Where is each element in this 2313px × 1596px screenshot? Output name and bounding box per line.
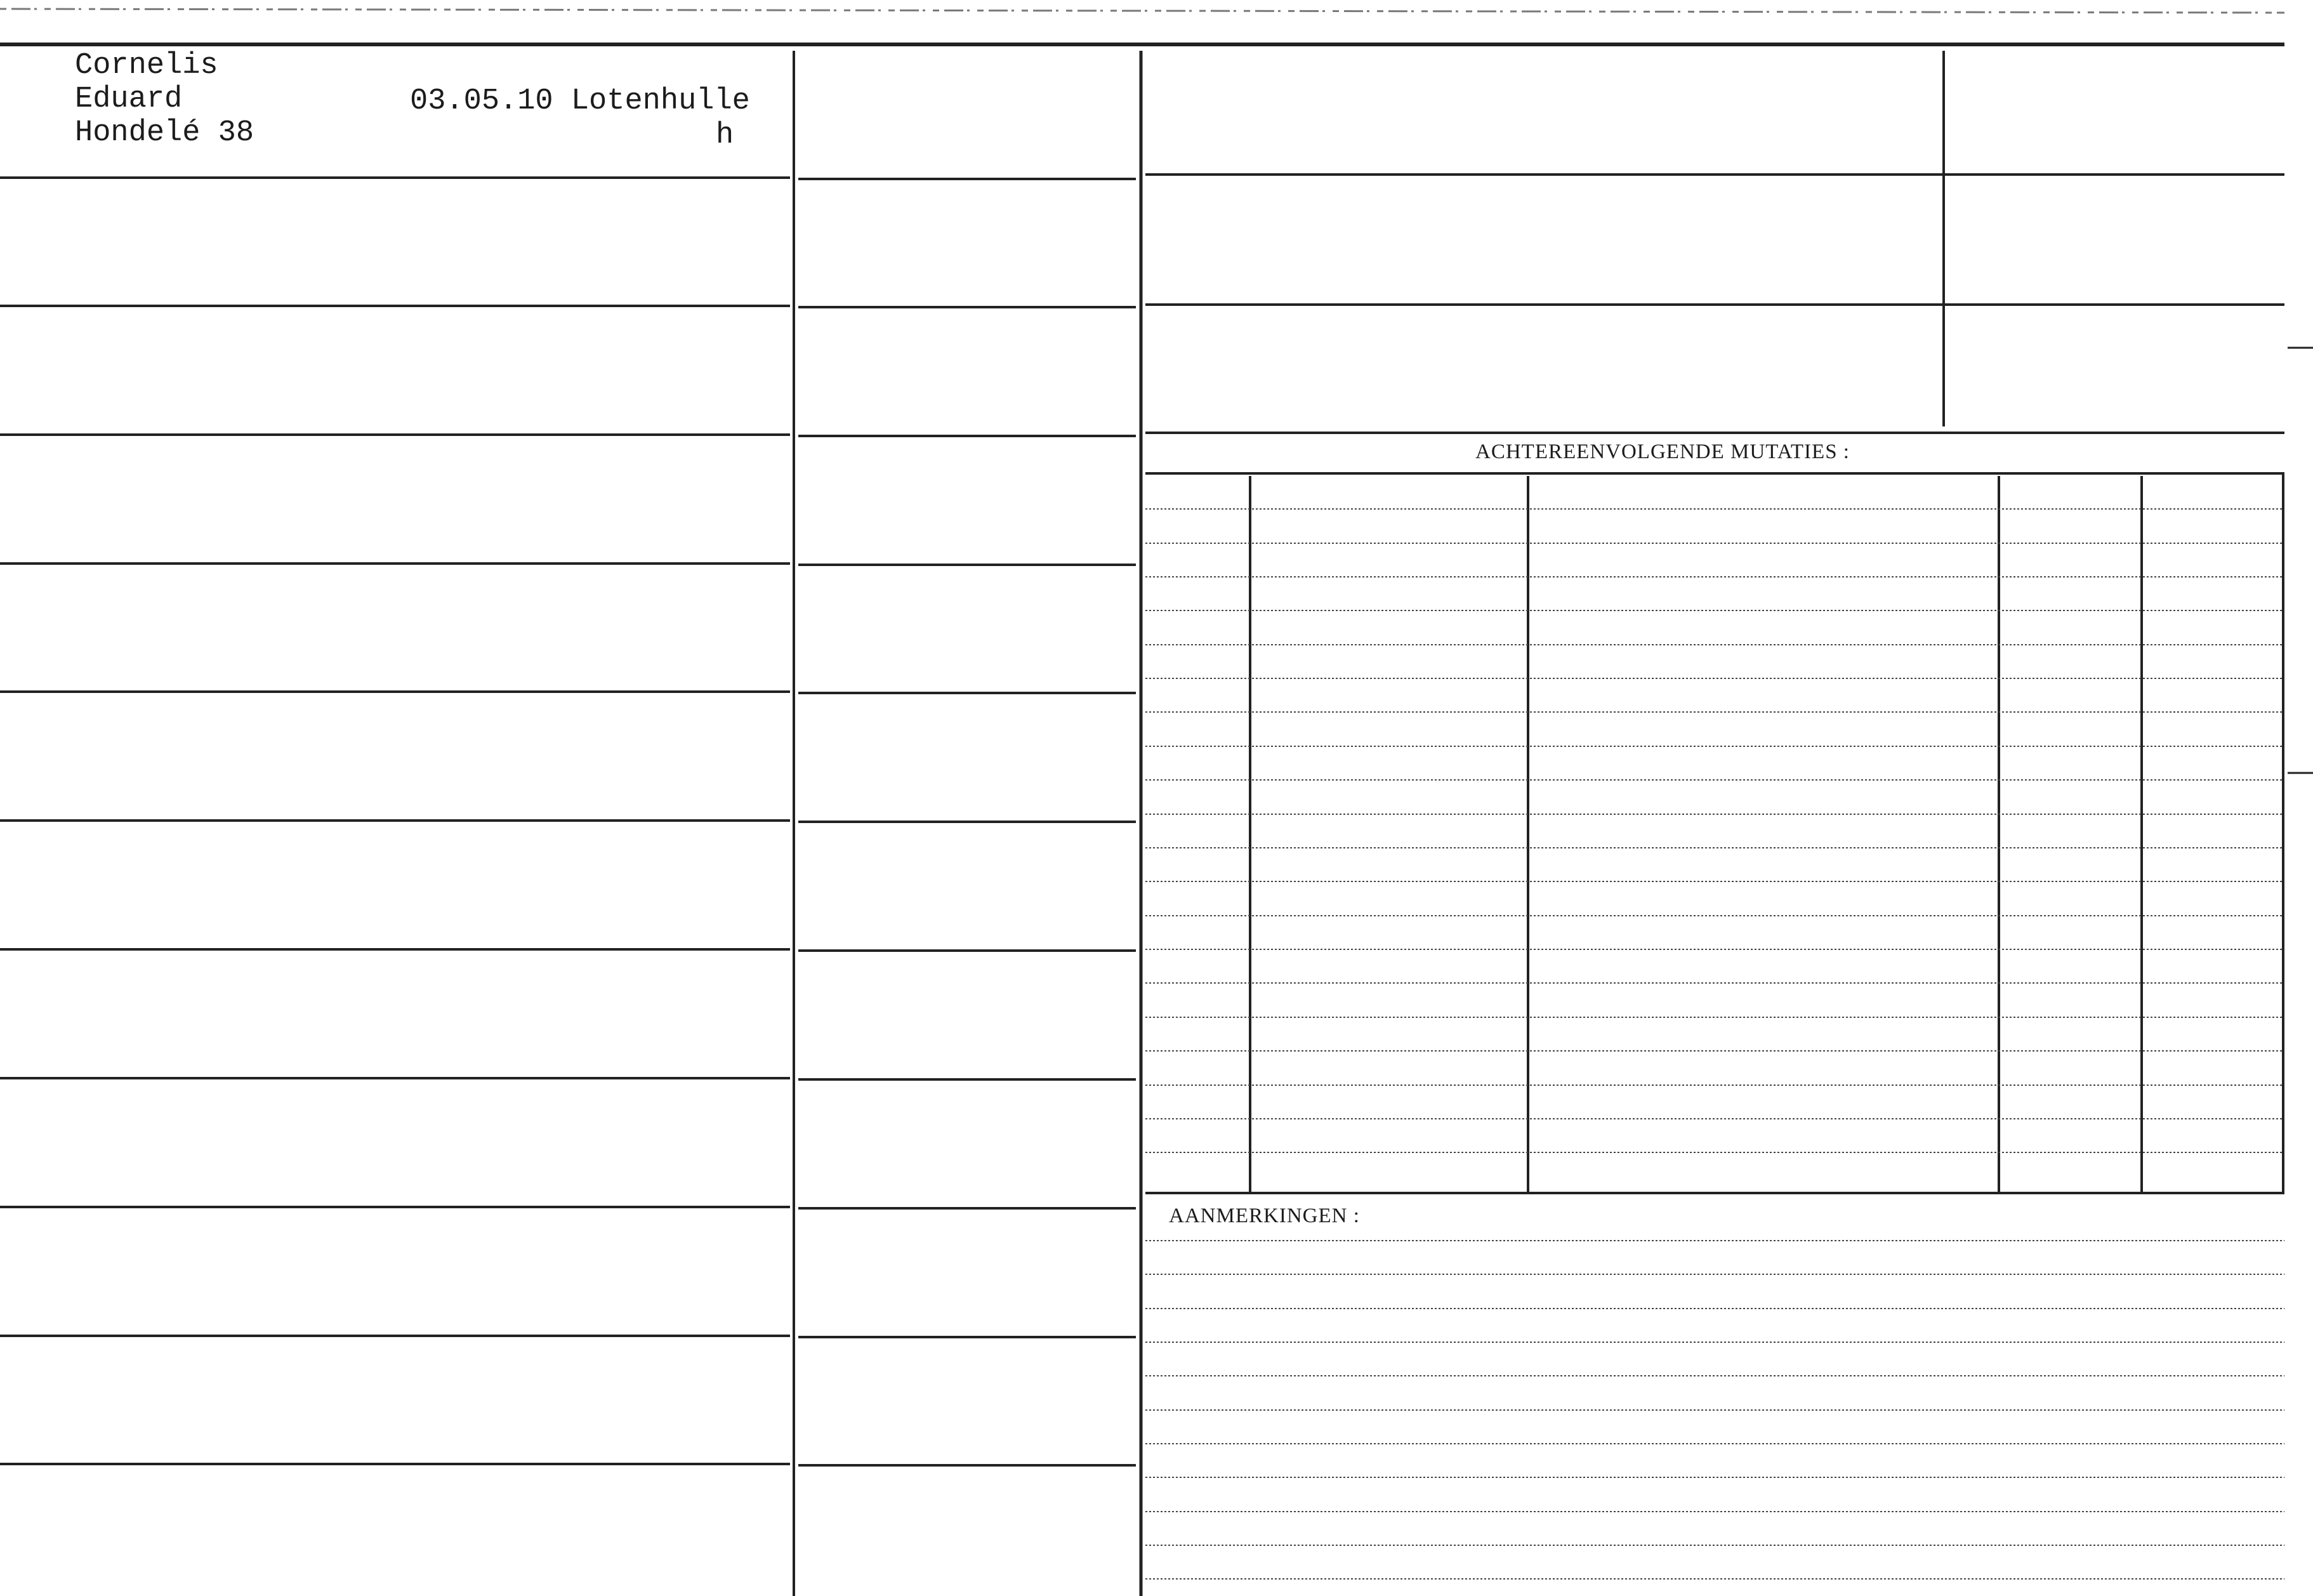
birth-date-place-entry: 03.05.10 Lotenhulle <box>410 84 750 118</box>
address-entry: Hondelé 38 <box>75 116 254 150</box>
middle-name-entry: Eduard <box>75 82 183 116</box>
given-name-entry: Cornelis <box>75 49 218 82</box>
top-edge-scan-noise <box>0 9 2284 13</box>
mutations-heading: ACHTEREENVOLGENDE MUTATIES : <box>1475 440 1850 463</box>
sex-mark-entry: h <box>716 119 734 152</box>
remarks-heading: AANMERKINGEN : <box>1169 1204 1360 1227</box>
